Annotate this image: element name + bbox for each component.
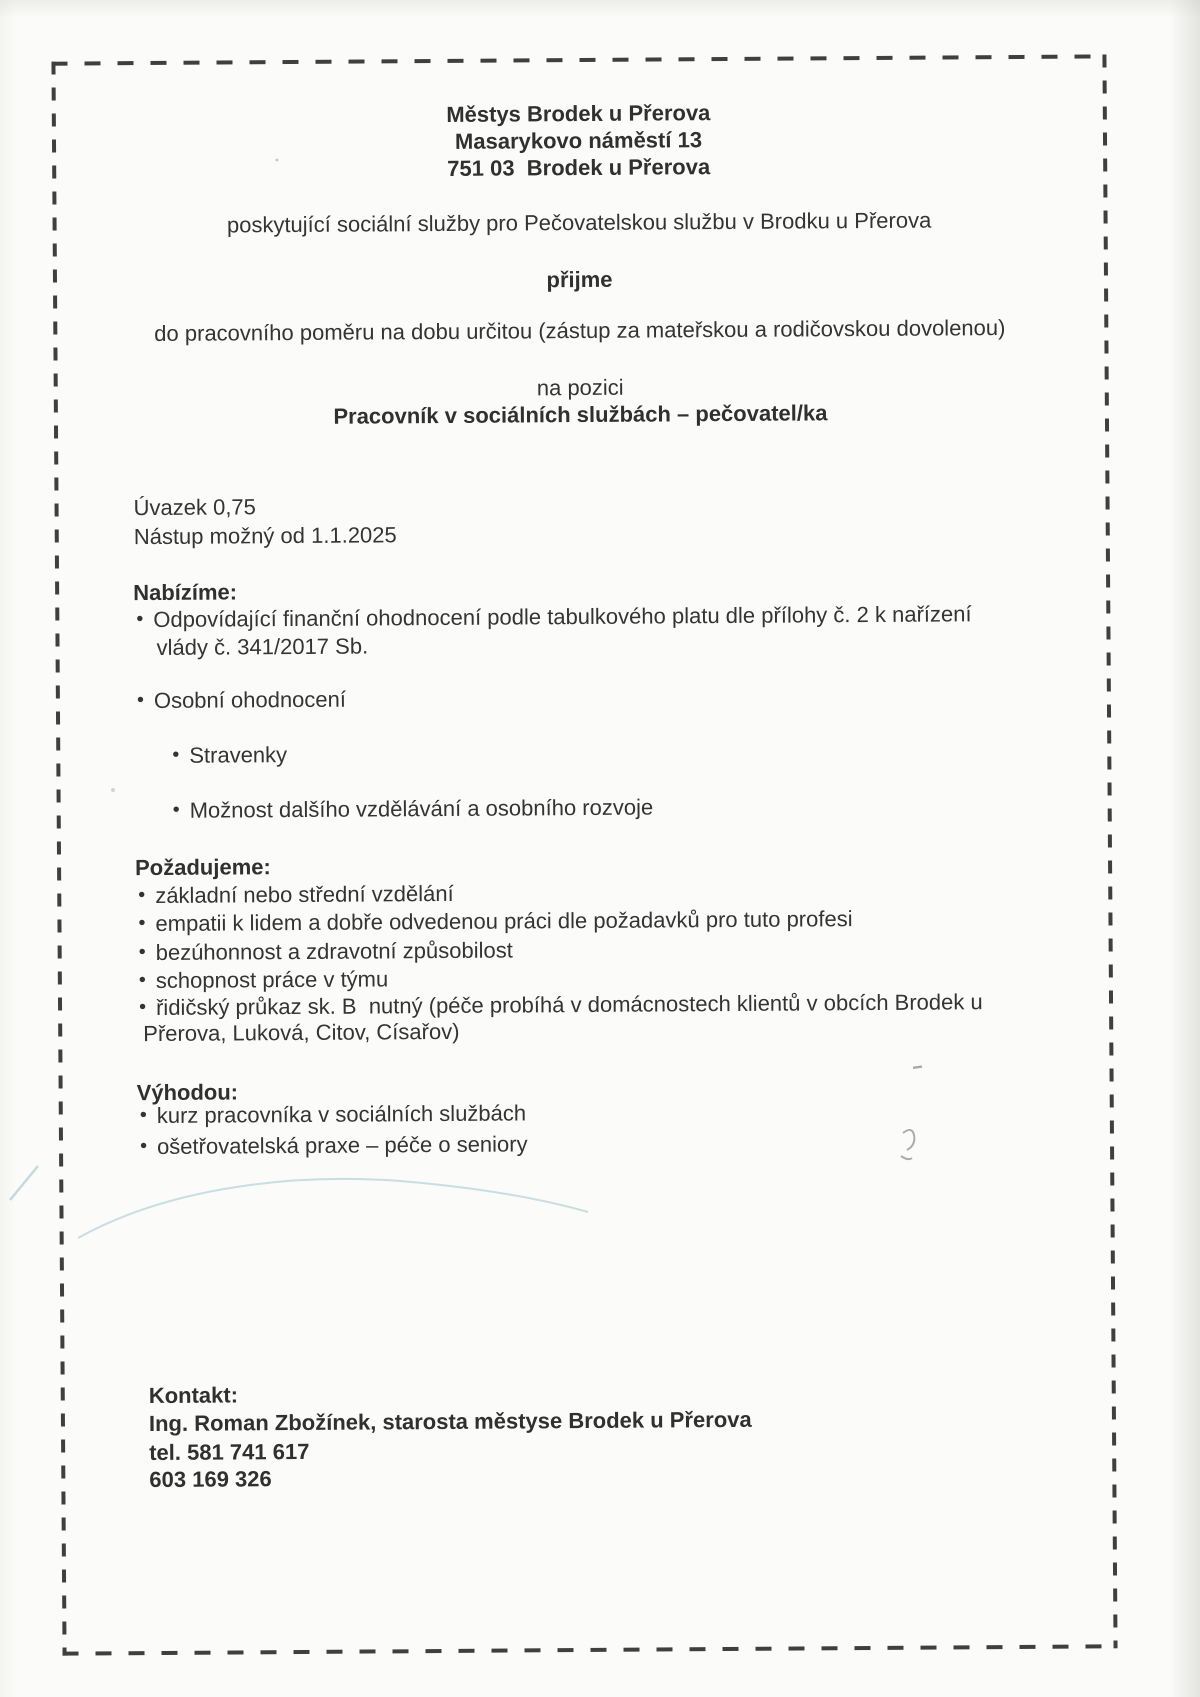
advantage-item (140, 1100, 526, 1129)
hires-word: přijme (546, 266, 613, 293)
offer-sub-item-text: Stravenky (189, 742, 288, 768)
dashed-border-right (1102, 54, 1117, 1648)
org-city: 751 03 Brodek u Přerova (447, 154, 711, 181)
offer-sub-item (172, 742, 287, 769)
advantage-item-text: kurz pracovníka v sociálních službách (156, 1100, 527, 1128)
bullet-glyph: • (138, 941, 146, 964)
offer-item-continuation: vlády č. 341/2017 Sb. (156, 633, 369, 660)
workload-line: Úvazek 0,75 (133, 494, 256, 521)
contact-heading: Kontakt: (148, 1382, 239, 1409)
position-title: Pracovník v sociálních službách – pečovatel/ka (333, 400, 828, 429)
requirement-item-text: řidičský průkaz sk. B nutný (péče probíhá v domácnostech klientů v obcích Brodek u (155, 989, 983, 1020)
contract-line: do pracovního poměru na dobu určitou (zástup za mateřskou a rodičovskou dovolenou) (154, 315, 1006, 346)
contact-phone: 603 169 326 (149, 1466, 272, 1493)
dashed-notice-frame (51, 54, 1117, 1655)
requirement-item (139, 938, 513, 967)
requirement-item-continuation: Přerova, Luková, Citov, Císařov) (143, 1018, 460, 1047)
requirement-item (138, 881, 454, 910)
requirements-heading: Požadujeme: (134, 854, 271, 881)
start-date-line: Nástup možný od 1.1.2025 (133, 522, 397, 550)
bullet-glyph: • (172, 743, 180, 766)
bullet-glyph: • (139, 1135, 148, 1158)
requirement-item-text: základní nebo střední vzdělání (155, 880, 454, 908)
advantage-item-text: ošetřovatelská praxe – péče o seniory (156, 1131, 528, 1159)
position-label: na pozici (536, 374, 624, 401)
bullet-glyph: • (136, 608, 144, 631)
requirement-item (139, 989, 983, 1021)
contact-person: Ing. Roman Zbožínek, starosta městyse Brodek u Přerova (148, 1406, 752, 1437)
requirement-item-text: empatii k lidem a dobře odvedenou práci dle požadavků pro tuto profesi (155, 906, 853, 936)
requirement-item (138, 906, 852, 937)
offer-item-text: Odpovídající finanční ohodnocení podle tabulkového platu dle přílohy č. 2 k nařízení (153, 601, 972, 633)
offer-item (137, 687, 346, 715)
offer-sub-item (173, 795, 654, 825)
contact-phone: tel. 581 741 617 (149, 1438, 310, 1466)
org-name: Městys Brodek u Přerova (446, 100, 711, 127)
bullet-glyph: • (138, 912, 146, 935)
bullet-glyph: • (172, 798, 180, 821)
offer-item (136, 601, 971, 633)
bullet-glyph: • (138, 969, 146, 992)
bullet-glyph: • (139, 1104, 147, 1127)
dashed-border-bottom (63, 1644, 1118, 1655)
requirement-item-text: bezúhonnost a zdravotní způsobilost (155, 937, 513, 965)
advantage-item (140, 1131, 528, 1160)
offer-heading: Nabízíme: (133, 579, 238, 606)
pen-tick-artifact (10, 1166, 38, 1200)
dashed-border-left (51, 62, 66, 1656)
org-address: Masarykovo náměstí 13 (454, 127, 703, 154)
offer-sub-item-text: Možnost dalšího vzdělávání a osobního rozvoje (189, 794, 654, 823)
bullet-glyph: • (138, 996, 147, 1019)
requirement-item (139, 966, 389, 994)
services-line: poskytující sociální služby pro Pečovatelskou službu v Brodku u Přerova (226, 207, 932, 238)
advantages-heading: Výhodou: (136, 1079, 239, 1106)
dashed-border-top (51, 54, 1106, 65)
bullet-glyph: • (136, 689, 145, 712)
requirement-item-text: schopnost práce v týmu (155, 966, 389, 993)
offer-item-text: Osobní ohodnocení (153, 686, 347, 714)
bullet-glyph: • (138, 884, 146, 907)
